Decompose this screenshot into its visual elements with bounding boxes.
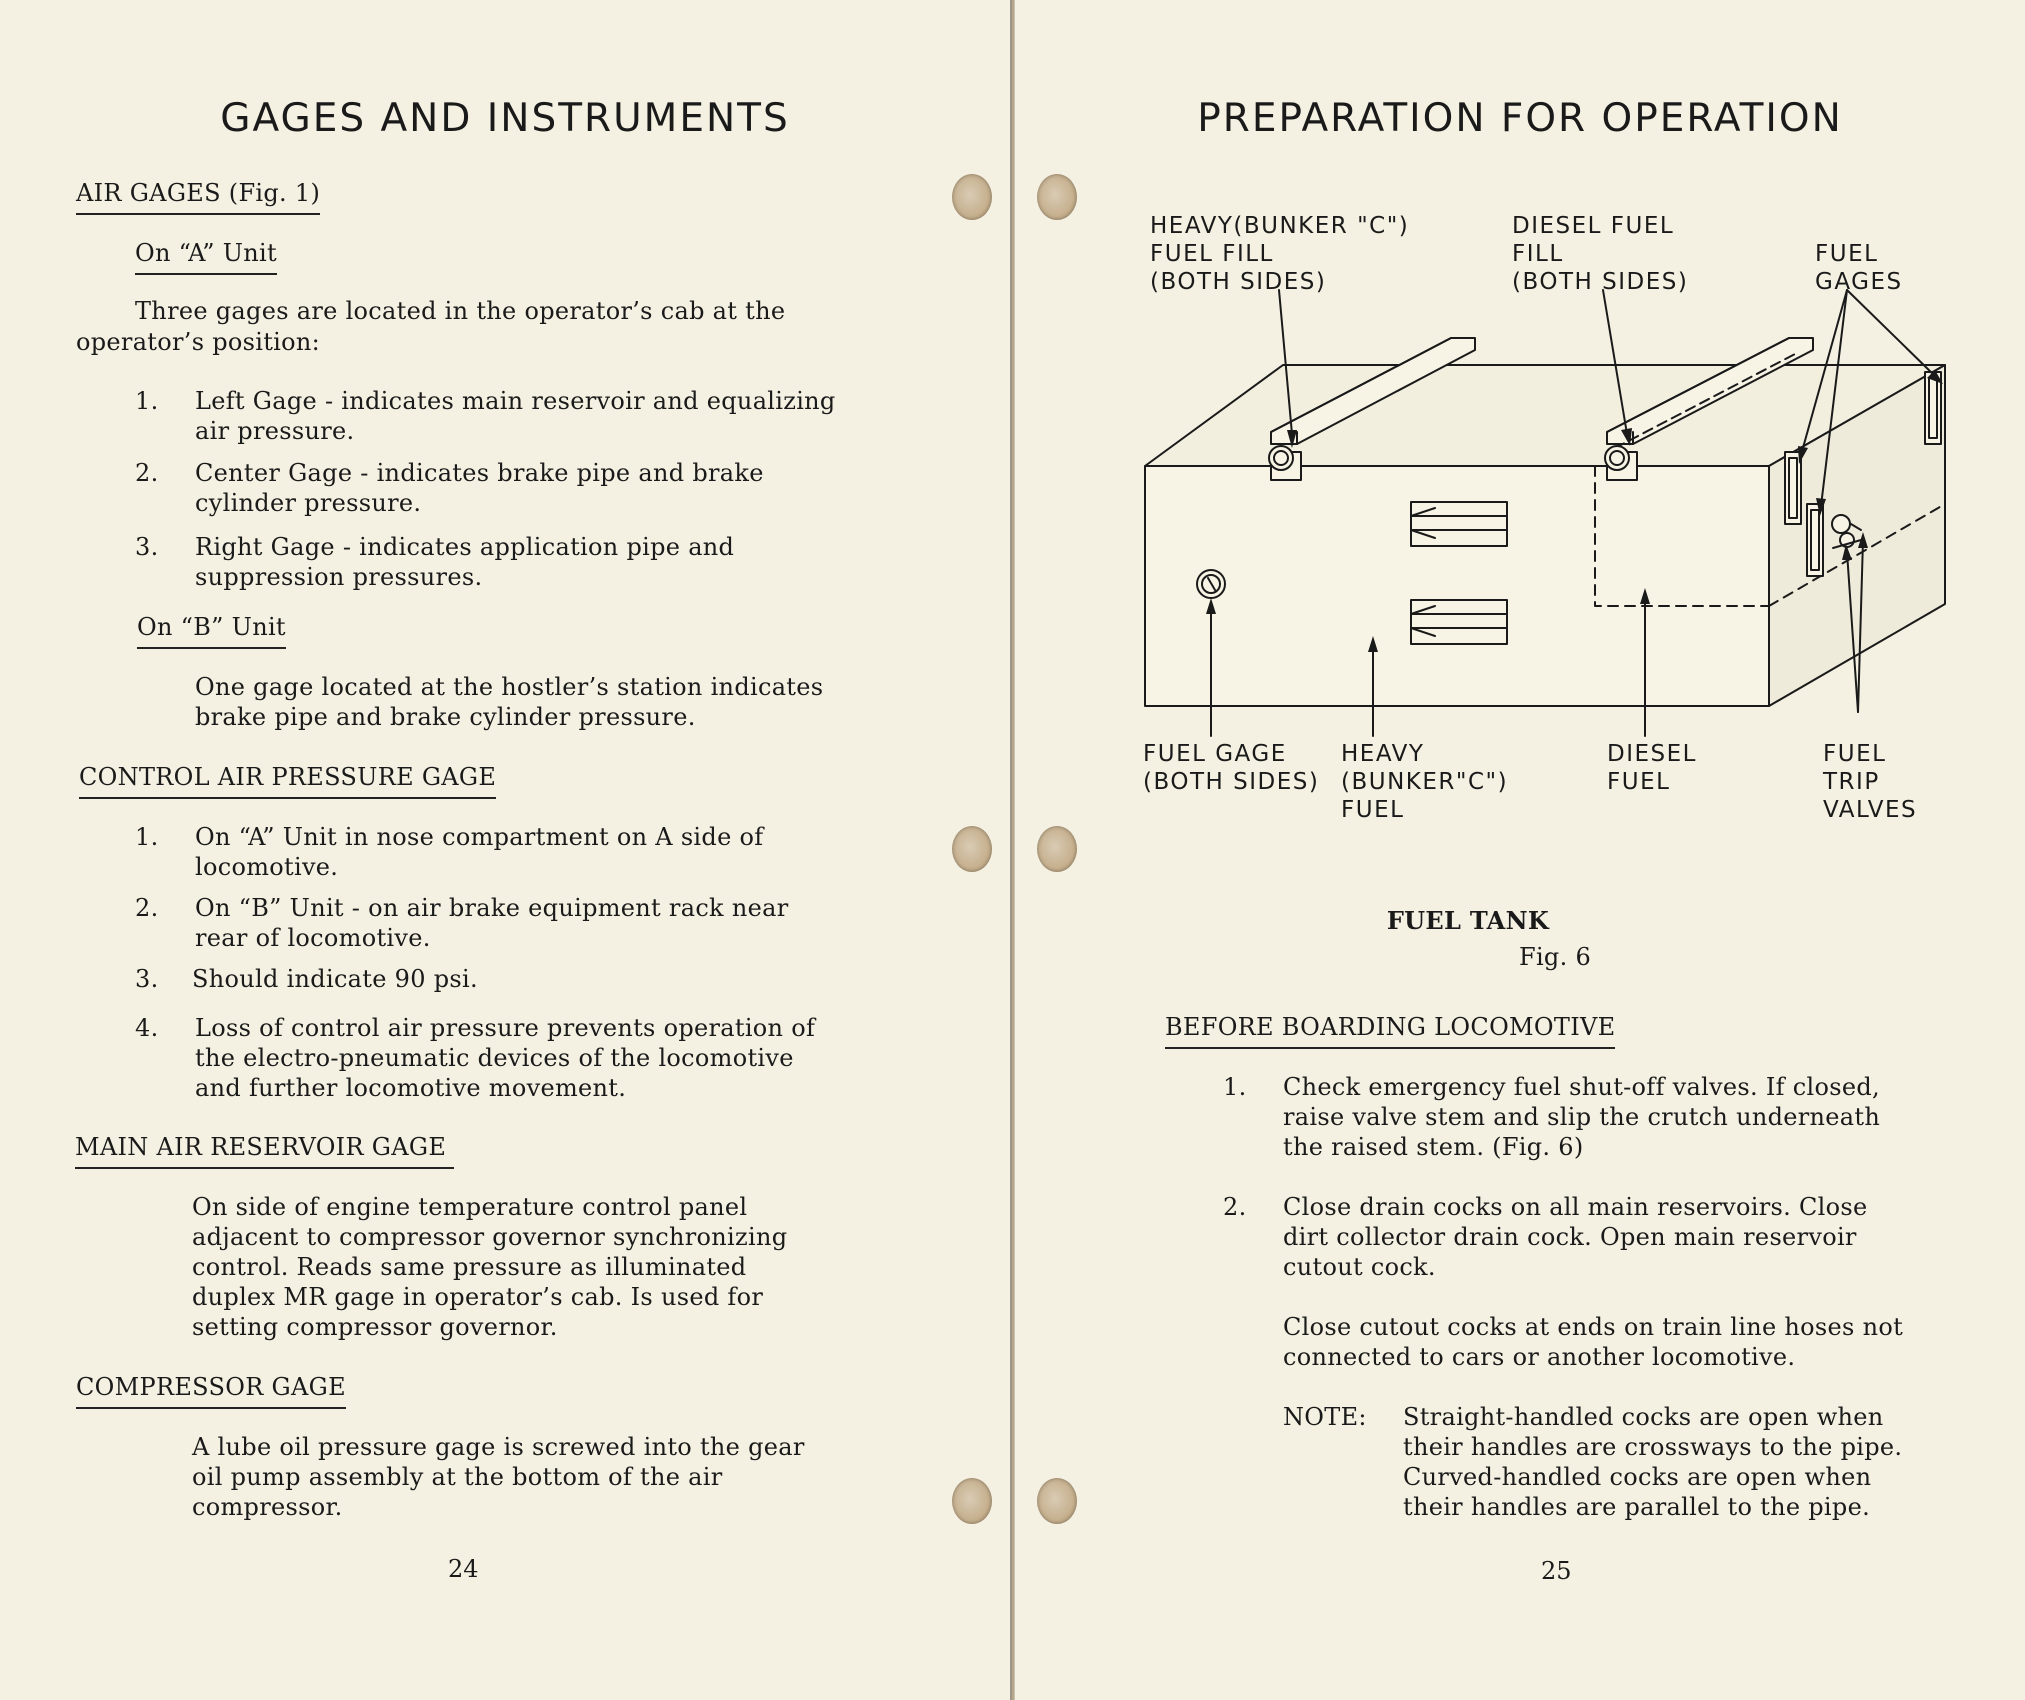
label-line: FILL xyxy=(1512,241,1564,267)
section-heading-before-boarding: BEFORE BOARDING LOCOMOTIVE xyxy=(1165,1012,1615,1049)
label-fuel-gage xyxy=(1143,740,1319,796)
label-line: HEAVY xyxy=(1341,741,1425,767)
note-line: Curved-handled cocks are open when xyxy=(1403,1463,1872,1491)
list-item-text: the electro-pneumatic devices of the locomotive xyxy=(195,1044,794,1072)
list-item-text: Loss of control air pressure prevents operation of xyxy=(195,1014,816,1042)
list-item-text: On “B” Unit - on air brake equipment rack near xyxy=(195,894,789,922)
list-item-text: the raised stem. (Fig. 6) xyxy=(1283,1133,1584,1161)
list-item-text: Should indicate 90 psi. xyxy=(192,965,478,993)
paragraph-line: One gage located at the hostler’s station indicates xyxy=(195,673,824,701)
list-item-number: 3. xyxy=(135,965,159,993)
paragraph-line: setting compressor governor. xyxy=(192,1313,558,1341)
label-trip-valves xyxy=(1823,740,1917,824)
binder-hole xyxy=(952,1478,992,1524)
section-heading-main-reservoir: MAIN AIR RESERVOIR GAGE xyxy=(75,1132,454,1169)
list-item-text: suppression pressures. xyxy=(195,563,483,591)
subheading-b-unit: On “B” Unit xyxy=(137,612,286,649)
label-line: FUEL FILL xyxy=(1150,241,1274,267)
list-item-text: raise valve stem and slip the crutch underneath xyxy=(1283,1103,1881,1131)
note-line: Straight-handled cocks are open when xyxy=(1403,1403,1884,1431)
label-line: DIESEL xyxy=(1607,741,1697,767)
list-item-number: 1. xyxy=(1223,1073,1247,1101)
list-item-text: cutout cock. xyxy=(1283,1253,1436,1281)
note-label: NOTE: xyxy=(1283,1403,1367,1431)
page-number: 24 xyxy=(448,1555,479,1583)
paragraph-line: duplex MR gage in operator’s cab. Is used for xyxy=(192,1283,764,1311)
list-item-number: 2. xyxy=(135,459,159,487)
subheading-a-unit: On “A” Unit xyxy=(135,238,277,275)
section-heading-air-gages: AIR GAGES (Fig. 1) xyxy=(76,178,320,215)
label-line: FUEL xyxy=(1815,241,1879,267)
label-line: FUEL xyxy=(1607,769,1671,795)
label-line: FUEL xyxy=(1341,797,1405,823)
paragraph-line: Close cutout cocks at ends on train line hoses not xyxy=(1283,1313,1904,1341)
label-line: TRIP xyxy=(1823,769,1880,795)
label-heavy-fuel xyxy=(1341,740,1508,824)
page-number: 25 xyxy=(1541,1557,1572,1585)
section-heading-compressor: COMPRESSOR GAGE xyxy=(76,1372,346,1409)
binder-hole xyxy=(952,174,992,220)
list-item-number: 2. xyxy=(135,894,159,922)
paragraph-line: brake pipe and brake cylinder pressure. xyxy=(195,703,696,731)
label-heavy-fill xyxy=(1150,212,1409,296)
list-item-text: Left Gage - indicates main reservoir and equalizing xyxy=(195,387,836,415)
list-item-number: 2. xyxy=(1223,1193,1247,1221)
label-diesel-fuel xyxy=(1607,740,1697,796)
figure-number: Fig. 6 xyxy=(1519,943,1592,971)
binder-hole xyxy=(1037,1478,1077,1524)
list-item-text: Right Gage - indicates application pipe and xyxy=(195,533,735,561)
left-page xyxy=(0,0,1012,1700)
list-item-text: and further locomotive movement. xyxy=(195,1074,627,1102)
paragraph-line: On side of engine temperature control panel xyxy=(192,1193,748,1221)
label-diesel-fill xyxy=(1512,212,1688,296)
list-item-text: air pressure. xyxy=(195,417,355,445)
list-item-text: locomotive. xyxy=(195,853,339,881)
label-line: (BUNKER"C") xyxy=(1341,769,1509,795)
list-item-text: Close drain cocks on all main reservoirs. Close xyxy=(1283,1193,1868,1221)
list-item-number: 1. xyxy=(135,823,159,851)
page-title: GAGES AND INSTRUMENTS xyxy=(220,96,790,141)
figure-caption: FUEL TANK xyxy=(1386,906,1549,935)
list-item-text: Check emergency fuel shut-off valves. If closed, xyxy=(1283,1073,1880,1101)
list-item-text: dirt collector drain cock. Open main reservoir xyxy=(1283,1223,1857,1251)
label-line: (BOTH SIDES) xyxy=(1150,269,1327,295)
list-item-text: cylinder pressure. xyxy=(195,489,422,517)
label-line: FUEL GAGE xyxy=(1143,741,1287,767)
label-line: FUEL xyxy=(1823,741,1887,767)
list-item-text: On “A” Unit in nose compartment on A side of xyxy=(195,823,764,851)
label-line: (BOTH SIDES) xyxy=(1512,269,1689,295)
label-line: DIESEL FUEL xyxy=(1512,213,1675,239)
label-line: HEAVY(BUNKER "C") xyxy=(1150,213,1410,239)
intro-line: operator’s position: xyxy=(76,328,321,356)
note-line: their handles are crossways to the pipe. xyxy=(1403,1433,1903,1461)
binder-hole xyxy=(952,826,992,872)
label-line: (BOTH SIDES) xyxy=(1143,769,1320,795)
intro-line: Three gages are located in the operator’s cab at the xyxy=(135,297,786,325)
paragraph-line: control. Reads same pressure as illuminated xyxy=(192,1253,747,1281)
paragraph-line: adjacent to compressor governor synchronizing xyxy=(192,1223,788,1251)
label-fuel-gages xyxy=(1815,240,1903,296)
paragraph-line: connected to cars or another locomotive. xyxy=(1283,1343,1796,1371)
note-line: their handles are parallel to the pipe. xyxy=(1403,1493,1871,1521)
list-item-number: 1. xyxy=(135,387,159,415)
list-item-number: 4. xyxy=(135,1014,159,1042)
section-heading-control-air: CONTROL AIR PRESSURE GAGE xyxy=(79,762,496,799)
paragraph-line: oil pump assembly at the bottom of the air xyxy=(192,1463,723,1491)
label-line: VALVES xyxy=(1823,797,1918,823)
list-item-number: 3. xyxy=(135,533,159,561)
label-line: GAGES xyxy=(1815,269,1903,295)
page-title: PREPARATION FOR OPERATION xyxy=(1197,96,1843,141)
right-page xyxy=(1014,0,2025,1700)
list-item-text: Center Gage - indicates brake pipe and brake xyxy=(195,459,764,487)
list-item-text: rear of locomotive. xyxy=(195,924,431,952)
paragraph-line: compressor. xyxy=(192,1493,343,1521)
paragraph-line: A lube oil pressure gage is screwed into the gear xyxy=(192,1433,805,1461)
